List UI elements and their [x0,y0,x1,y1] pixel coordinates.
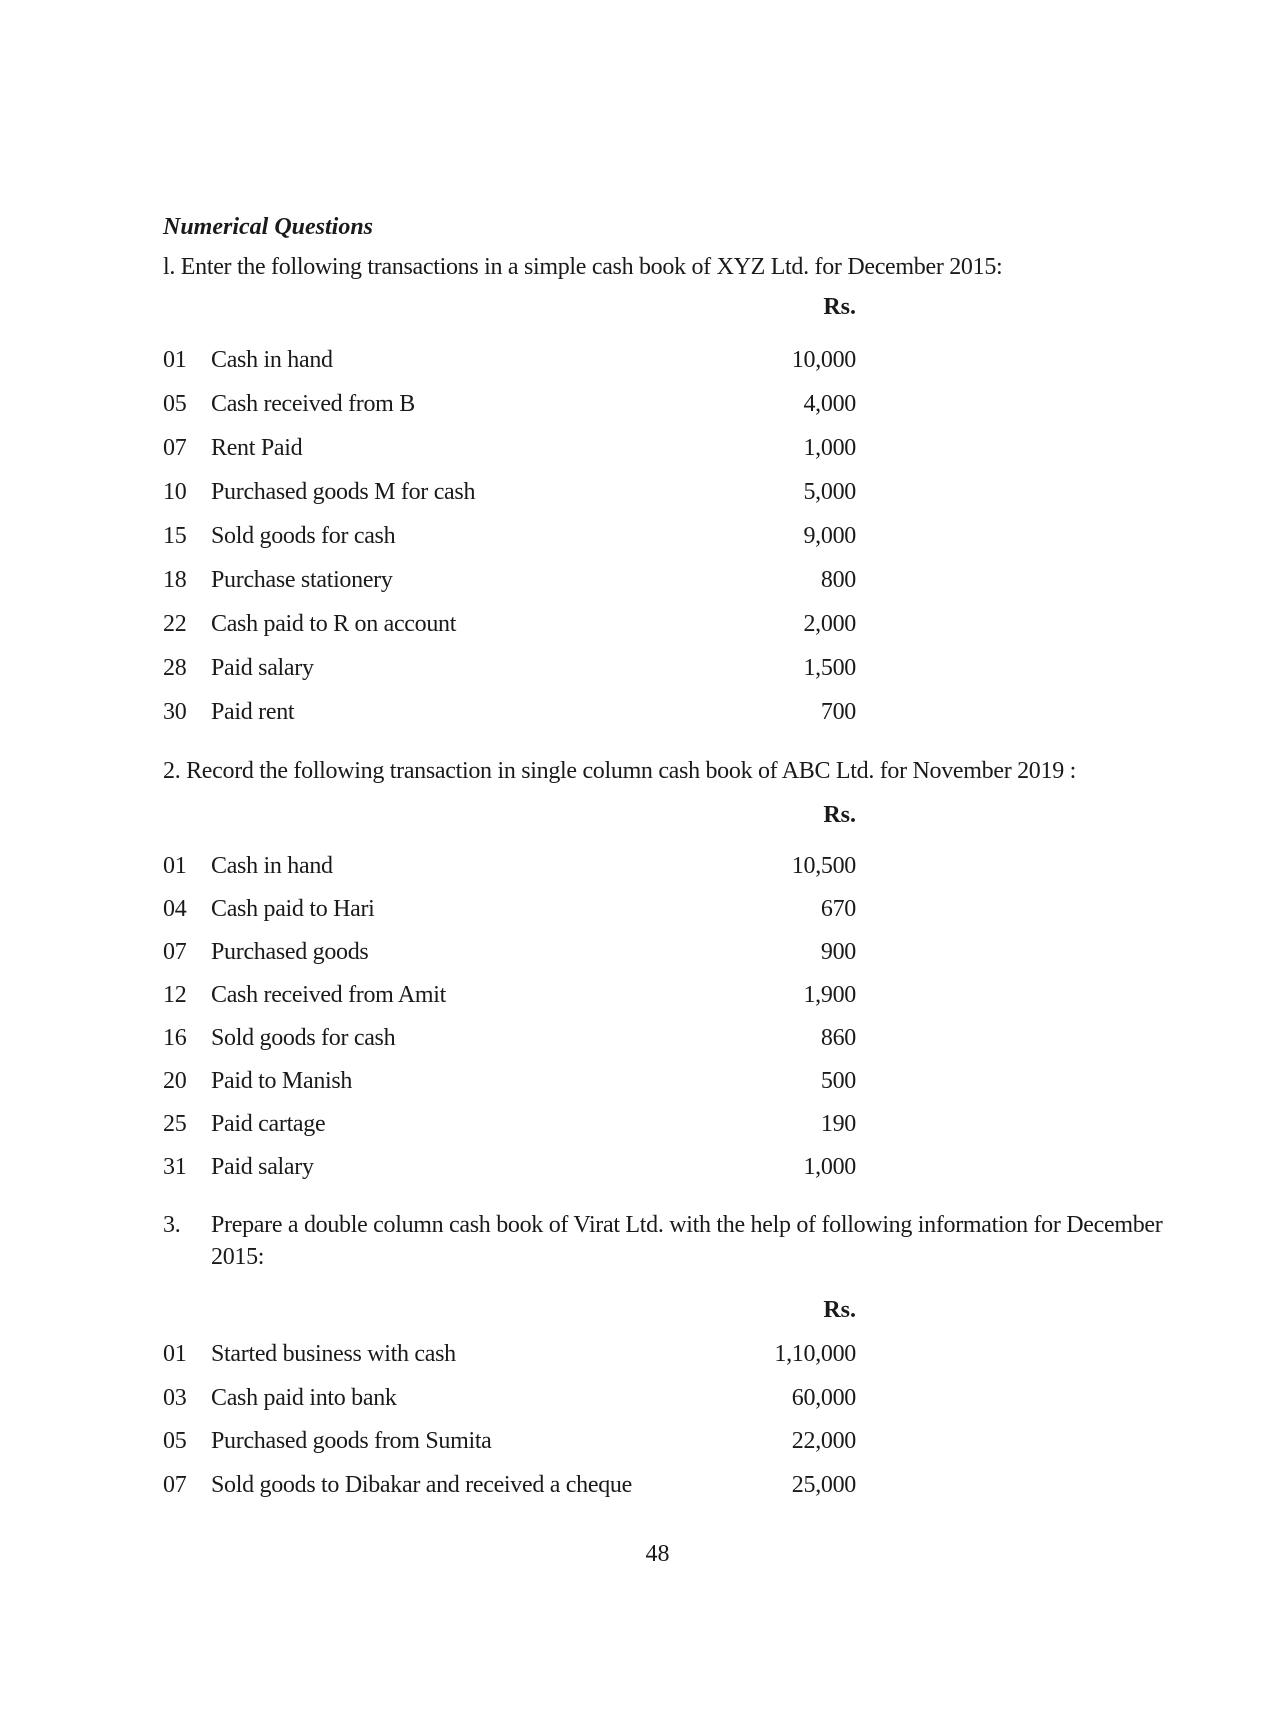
transaction-amount: 190 [820,1111,856,1137]
transaction-amount: 10,500 [791,853,856,879]
transaction-date: 05 [163,391,187,417]
question-3-text: Prepare a double column cash book of Virat Ltd. with the help of following information for December 2015: [211,1212,1163,1270]
transaction-row [163,696,863,728]
transaction-amount: 1,000 [803,1154,856,1180]
transaction-date: 07 [163,939,187,965]
transaction-description: Cash received from B [211,391,415,417]
transaction-description: Cash in hand [211,347,333,373]
transaction-description: Sold goods to Dibakar and received a cheque [211,1471,632,1498]
transaction-date: 07 [163,435,187,461]
transaction-row [163,1425,863,1457]
transaction-description: Started business with cash [211,1341,456,1367]
question-1-text: l. Enter the following transactions in a simple cash book of XYZ Ltd. for December 2015: [163,254,1003,280]
transaction-date: 04 [163,896,187,922]
transaction-description: Sold goods for cash [211,523,396,549]
transaction-description: Purchased goods from Sumita [211,1428,492,1454]
transaction-amount: 670 [820,896,856,922]
transaction-date: 12 [163,982,187,1008]
transaction-row [163,893,863,925]
transaction-row [163,652,863,684]
transaction-row [163,1022,863,1054]
transaction-date: 22 [163,611,187,637]
transaction-row [163,936,863,968]
transaction-description: Purchased goods M for cash [211,479,476,505]
q1-rs-header: Rs. [823,294,856,320]
transaction-row [163,520,863,552]
transaction-amount: 1,500 [803,655,856,681]
transaction-date: 01 [163,853,187,879]
transaction-date: 03 [163,1384,187,1411]
transaction-date: 01 [163,347,187,373]
transaction-amount: 700 [820,699,856,725]
transaction-amount: 5,000 [803,479,856,505]
transaction-date: 05 [163,1428,187,1454]
transaction-date: 01 [163,1341,187,1367]
transaction-amount: 860 [820,1025,856,1051]
transaction-row [163,1065,863,1097]
transaction-date: 28 [163,655,187,681]
transaction-date: 25 [163,1111,187,1137]
q2-rs-header: Rs. [823,802,856,828]
transaction-description: Cash received from Amit [211,982,447,1008]
transaction-row [163,1382,863,1414]
transaction-date: 20 [163,1068,187,1094]
transaction-date: 18 [163,567,187,593]
transaction-description: Cash in hand [211,853,333,879]
transaction-amount: 25,000 [791,1471,856,1498]
transaction-description: Purchase stationery [211,567,393,593]
transaction-date: 16 [163,1025,187,1051]
transaction-amount: 800 [820,567,856,593]
transaction-description: Paid salary [211,1154,314,1180]
question-3 [163,1209,1163,1273]
transaction-row [163,388,863,420]
transaction-description: Paid cartage [211,1111,326,1137]
transaction-amount: 1,10,000 [774,1341,856,1367]
transaction-amount: 2,000 [803,611,856,637]
transaction-row [163,979,863,1011]
question-3-number: 3. [163,1212,181,1238]
section-heading: Numerical Questions [163,214,374,240]
transaction-row [163,432,863,464]
transaction-amount: 22,000 [791,1428,856,1454]
transaction-description: Cash paid to R on account [211,611,457,637]
transaction-description: Cash paid into bank [211,1384,397,1411]
transaction-description: Paid salary [211,655,314,681]
transaction-amount: 10,000 [791,347,856,373]
transaction-row [163,476,863,508]
transaction-row [163,1469,863,1501]
transaction-date: 10 [163,479,187,505]
transaction-amount: 1,000 [803,435,856,461]
transaction-row [163,1151,863,1183]
transaction-amount: 9,000 [803,523,856,549]
transaction-description: Rent Paid [211,435,303,461]
transaction-amount: 500 [820,1068,856,1094]
transaction-description: Purchased goods [211,939,369,965]
transaction-date: 30 [163,699,187,725]
q3-rs-header: Rs. [823,1297,856,1323]
transaction-date: 07 [163,1471,187,1498]
transaction-row [163,344,863,376]
transaction-amount: 900 [820,939,856,965]
transaction-description: Paid rent [211,699,295,725]
page-number: 48 [645,1541,670,1567]
transaction-date: 15 [163,523,187,549]
transaction-row [163,608,863,640]
transaction-row [163,1108,863,1140]
transaction-amount: 60,000 [791,1384,856,1411]
question-2-text: 2. Record the following transaction in single column cash book of ABC Ltd. for November 2019 : [163,758,1076,784]
transaction-date: 31 [163,1154,187,1180]
transaction-description: Sold goods for cash [211,1025,396,1051]
transaction-row [163,850,863,882]
transaction-row [163,1338,863,1370]
transaction-description: Cash paid to Hari [211,896,375,922]
transaction-amount: 1,900 [803,982,856,1008]
transaction-row [163,564,863,596]
transaction-amount: 4,000 [803,391,856,417]
transaction-description: Paid to Manish [211,1068,353,1094]
